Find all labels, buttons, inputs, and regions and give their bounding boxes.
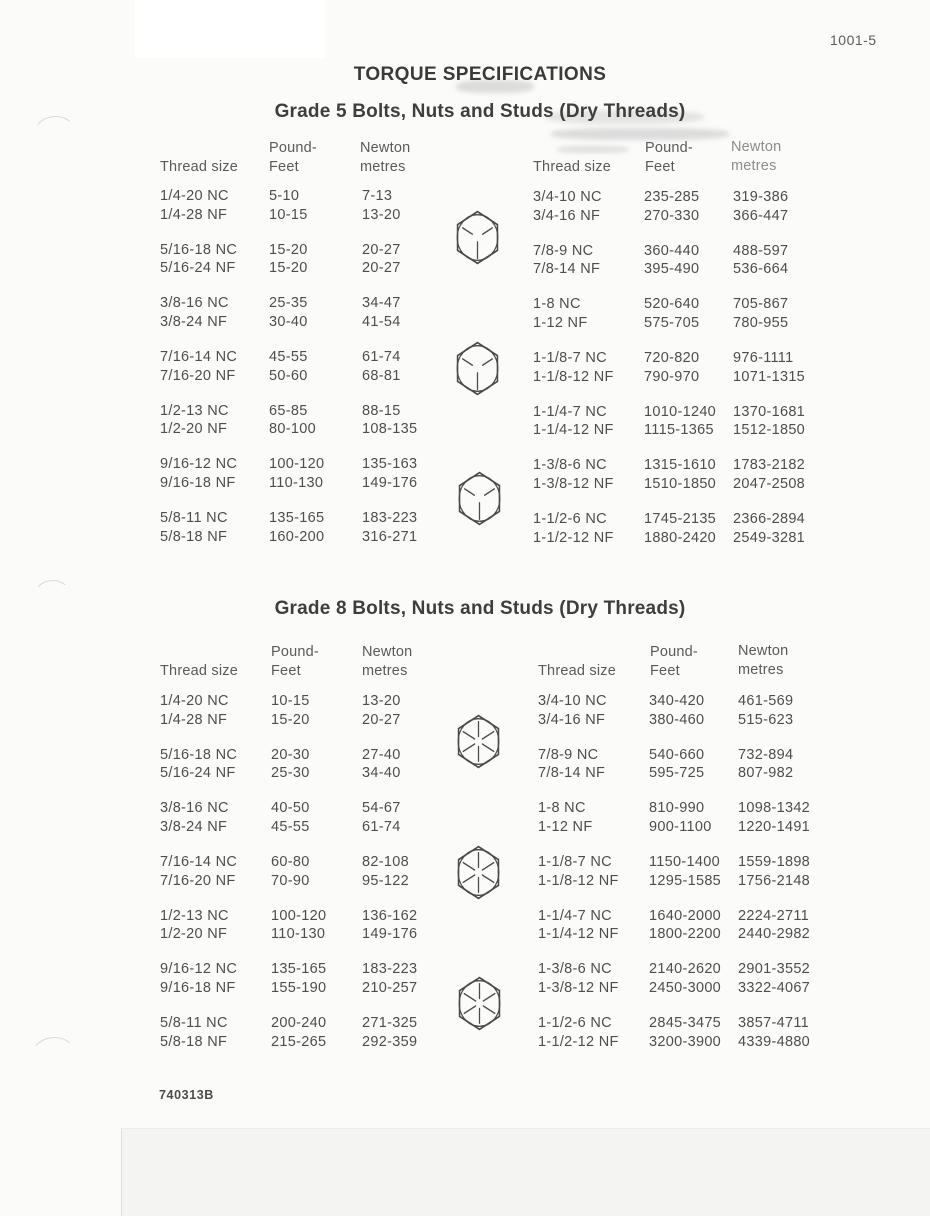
newton-metres-cell: 732-894 (738, 746, 794, 763)
thread-size-cell: 1-1/2-6 NC (538, 1015, 612, 1032)
newton-header-line2: metres (731, 157, 777, 174)
thread-size-cell: 1-1/2-12 NF (533, 529, 614, 546)
pound-header-line2: Feet (650, 662, 680, 679)
pound-feet-cell: 2140-2620 (649, 961, 722, 978)
pound-feet-cell: 60-80 (271, 854, 310, 871)
newton-metres-cell: 2047-2508 (733, 476, 806, 493)
newton-metres-cell: 82-108 (362, 854, 409, 871)
thread-size-cell: 9/16-18 NF (160, 980, 236, 997)
pound-feet-cell: 50-60 (269, 367, 308, 384)
grade8-right-thread-header: Thread size (538, 663, 616, 679)
grade8-table-heading: Grade 8 Bolts, Nuts and Studs (Dry Threads) (274, 598, 686, 619)
hex-bolt-head-6-radial-marks-icon (454, 845, 503, 900)
grade5-right-newton-header (731, 138, 781, 175)
pound-feet-cell: 520-640 (644, 296, 700, 313)
pound-feet-cell: 65-85 (269, 402, 308, 419)
thread-size-cell: 1-3/8-6 NC (533, 457, 607, 474)
pound-feet-cell: 900-1100 (649, 818, 712, 835)
pound-feet-cell: 110-130 (269, 475, 324, 492)
newton-metres-cell: 3322-4067 (738, 980, 811, 997)
newton-metres-cell: 2224-2711 (738, 907, 809, 924)
page-number: 1001-5 (830, 32, 877, 48)
pound-feet-cell: 810-990 (649, 800, 705, 817)
thread-size-cell: 3/8-16 NC (160, 800, 229, 817)
thread-size-cell: 7/16-14 NC (160, 854, 238, 871)
thread-size-cell: 7/8-14 NF (538, 765, 606, 782)
hex-bolt-head-3-radial-marks-icon (453, 210, 502, 265)
grade5-left-newton-header (360, 139, 410, 176)
thread-size-cell: 3/8-16 NC (160, 295, 229, 312)
pound-feet-cell: 235-285 (644, 189, 700, 205)
thread-size-cell: 1-3/8-6 NC (538, 961, 612, 978)
grade8-right-pound-header (650, 643, 698, 680)
pound-feet-cell: 100-120 (269, 456, 325, 473)
thread-size-cell: 1-12 NF (538, 818, 593, 835)
thread-size-cell: 5/16-24 NF (160, 260, 236, 277)
newton-header-line2: metres (738, 661, 784, 678)
newton-metres-cell: 7-13 (362, 188, 393, 204)
newton-header-line2: metres (360, 158, 406, 175)
page-title: TORQUE SPECIFICATIONS (353, 64, 607, 85)
pound-feet-cell: 540-660 (649, 746, 705, 763)
pound-header-line2: Feet (271, 662, 301, 679)
pound-header-line1: Pound- (645, 140, 693, 156)
newton-metres-cell: 61-74 (362, 349, 401, 366)
pound-feet-cell: 1800-2200 (649, 926, 722, 943)
scan-artifact-smudge (551, 128, 729, 140)
newton-metres-cell: 13-20 (362, 693, 401, 709)
thread-size-cell: 5/8-18 NF (160, 528, 228, 545)
pound-header-line2: Feet (645, 158, 675, 175)
newton-header-line1: Newton (738, 643, 789, 659)
pound-feet-cell: 25-35 (269, 295, 308, 312)
newton-header-line1: Newton (731, 139, 782, 155)
grade5-left-pound-header (269, 139, 317, 176)
pound-feet-cell: 200-240 (271, 1015, 327, 1032)
newton-metres-cell: 41-54 (362, 313, 401, 330)
thread-size-cell: 3/8-24 NF (160, 313, 228, 330)
thread-size-cell: 3/4-10 NC (533, 189, 602, 205)
thread-size-cell: 1-1/2-12 NF (538, 1033, 619, 1050)
pound-header-line1: Pound- (269, 140, 317, 156)
thread-size-cell: 1-3/8-12 NF (533, 476, 614, 493)
pound-feet-cell: 1880-2420 (644, 529, 717, 546)
thread-size-cell: 1-12 NF (533, 314, 588, 331)
newton-metres-cell: 316-271 (362, 528, 418, 545)
thread-size-cell: 1/4-20 NC (160, 693, 229, 709)
newton-metres-cell: 1370-1681 (733, 403, 806, 420)
newton-metres-cell: 136-162 (362, 907, 418, 924)
thread-size-cell: 5/16-18 NC (160, 746, 238, 763)
pound-header-line1: Pound- (650, 644, 698, 660)
grade8-left-pound-header (271, 643, 319, 680)
thread-size-cell: 5/8-18 NF (160, 1033, 228, 1050)
scan-artifact-bottom-tint (121, 1128, 930, 1216)
thread-size-cell: 1/4-28 NF (160, 711, 228, 728)
newton-metres-cell: 61-74 (362, 818, 401, 835)
thread-size-cell: 1-3/8-12 NF (538, 980, 619, 997)
pound-feet-cell: 135-165 (269, 510, 325, 527)
scan-artifact-white-box (135, 0, 325, 58)
newton-metres-cell: 807-982 (738, 765, 794, 782)
thread-size-cell: 9/16-18 NF (160, 475, 236, 492)
newton-metres-cell: 1512-1850 (733, 422, 806, 439)
grade8-left-newton-header (362, 643, 412, 680)
newton-metres-cell: 54-67 (362, 800, 401, 817)
grade5-table-heading: Grade 5 Bolts, Nuts and Studs (Dry Threads) (274, 101, 686, 122)
thread-size-cell: 9/16-12 NC (160, 456, 238, 473)
grade8-right-newton-header (738, 642, 788, 679)
newton-metres-cell: 34-40 (362, 765, 401, 782)
thread-size-cell: 7/16-14 NC (160, 349, 238, 366)
pound-feet-cell: 215-265 (271, 1033, 327, 1050)
thread-size-cell: 3/8-24 NF (160, 818, 228, 835)
newton-metres-cell: 20-27 (362, 711, 401, 728)
newton-metres-cell: 135-163 (362, 456, 418, 473)
thread-size-cell: 3/4-16 NF (538, 711, 606, 728)
thread-size-cell: 1-1/8-7 NC (538, 854, 612, 871)
footer-form-code: 740313B (159, 1088, 214, 1102)
pound-feet-cell: 1510-1850 (644, 476, 717, 493)
newton-header-line1: Newton (362, 644, 413, 660)
thread-size-cell: 7/8-14 NF (533, 261, 601, 278)
newton-metres-cell: 88-15 (362, 402, 401, 419)
grade8-left-thread-header: Thread size (160, 663, 238, 679)
pound-feet-cell: 575-705 (644, 314, 700, 331)
pound-feet-cell: 110-130 (271, 926, 326, 943)
thread-size-cell: 1-1/8-12 NF (538, 872, 619, 889)
newton-metres-cell: 536-664 (733, 261, 789, 278)
pound-feet-cell: 360-440 (644, 242, 700, 259)
pound-feet-cell: 45-55 (271, 818, 310, 835)
pound-feet-cell: 15-20 (269, 241, 308, 258)
scan-artifact-arc (28, 1035, 80, 1083)
newton-metres-cell: 183-223 (362, 510, 418, 527)
thread-size-cell: 3/4-16 NF (533, 207, 601, 224)
pound-feet-cell: 155-190 (271, 980, 327, 997)
thread-size-cell: 1/2-20 NF (160, 421, 228, 438)
thread-size-cell: 1-1/4-12 NF (538, 926, 619, 943)
newton-metres-cell: 705-867 (733, 296, 789, 313)
newton-metres-cell: 149-176 (362, 475, 418, 492)
thread-size-cell: 3/4-10 NC (538, 693, 607, 709)
newton-metres-cell: 366-447 (733, 207, 789, 224)
newton-metres-cell: 271-325 (362, 1015, 418, 1032)
newton-metres-cell: 108-135 (362, 421, 418, 438)
newton-header-line1: Newton (360, 140, 411, 156)
pound-feet-cell: 1150-1400 (649, 854, 720, 871)
newton-metres-cell: 780-955 (733, 314, 789, 331)
newton-metres-cell: 976-1111 (733, 350, 794, 367)
thread-size-cell: 1-8 NC (538, 800, 586, 817)
pound-feet-cell: 80-100 (269, 421, 316, 438)
pound-feet-cell: 1115-1365 (644, 422, 714, 439)
newton-metres-cell: 149-176 (362, 926, 418, 943)
thread-size-cell: 9/16-12 NC (160, 961, 238, 978)
thread-size-cell: 7/16-20 NF (160, 367, 236, 384)
pound-feet-cell: 10-15 (269, 206, 308, 223)
thread-size-cell: 7/8-9 NC (538, 746, 599, 763)
thread-size-cell: 1/2-13 NC (160, 402, 229, 419)
thread-size-cell: 1/2-13 NC (160, 907, 229, 924)
pound-feet-cell: 340-420 (649, 693, 705, 709)
newton-metres-cell: 1098-1342 (738, 800, 811, 817)
pound-feet-cell: 5-10 (269, 188, 300, 204)
newton-metres-cell: 210-257 (362, 980, 418, 997)
newton-metres-cell: 292-359 (362, 1033, 418, 1050)
pound-feet-cell: 100-120 (271, 907, 327, 924)
newton-metres-cell: 1756-2148 (738, 872, 811, 889)
newton-metres-cell: 461-569 (738, 693, 794, 709)
grade5-right-thread-header: Thread size (533, 159, 611, 175)
thread-size-cell: 1/2-20 NF (160, 926, 228, 943)
thread-size-cell: 5/8-11 NC (160, 1015, 228, 1032)
pound-feet-cell: 160-200 (269, 528, 325, 545)
thread-size-cell: 1/4-20 NC (160, 188, 229, 204)
pound-feet-cell: 30-40 (269, 313, 308, 330)
newton-metres-cell: 2901-3552 (738, 961, 811, 978)
newton-metres-cell: 2366-2894 (733, 511, 806, 528)
newton-metres-cell: 319-386 (733, 189, 789, 205)
pound-feet-cell: 270-330 (644, 207, 700, 224)
newton-metres-cell: 4339-4880 (738, 1033, 811, 1050)
hex-bolt-head-6-radial-marks-icon (455, 976, 504, 1031)
pound-header-line1: Pound- (271, 644, 319, 660)
thread-size-cell: 1-8 NC (533, 296, 581, 313)
thread-size-cell: 1-1/4-7 NC (533, 403, 607, 420)
newton-metres-cell: 34-47 (362, 295, 401, 312)
newton-metres-cell: 68-81 (362, 367, 401, 384)
pound-feet-cell: 595-725 (649, 765, 705, 782)
pound-feet-cell: 15-20 (271, 711, 310, 728)
pound-feet-cell: 70-90 (271, 872, 310, 889)
newton-metres-cell: 27-40 (362, 746, 401, 763)
newton-metres-cell: 1071-1315 (733, 368, 806, 385)
hex-bolt-head-6-radial-marks-icon (454, 714, 503, 769)
thread-size-cell: 1-1/8-7 NC (533, 350, 607, 367)
pound-feet-cell: 2845-3475 (649, 1015, 722, 1032)
thread-size-cell: 1-1/4-7 NC (538, 907, 612, 924)
newton-metres-cell: 1559-1898 (738, 854, 811, 871)
pound-feet-cell: 395-490 (644, 261, 700, 278)
pound-feet-cell: 1745-2135 (644, 511, 717, 528)
newton-metres-cell: 515-623 (738, 711, 794, 728)
pound-feet-cell: 45-55 (269, 349, 308, 366)
thread-size-cell: 5/16-24 NF (160, 765, 236, 782)
pound-feet-cell: 720-820 (644, 350, 700, 367)
pound-feet-cell: 790-970 (644, 368, 700, 385)
pound-header-line2: Feet (269, 158, 299, 175)
thread-size-cell: 7/8-9 NC (533, 242, 594, 259)
newton-metres-cell: 2549-3281 (733, 529, 806, 546)
pound-feet-cell: 40-50 (271, 800, 310, 817)
thread-size-cell: 1-1/2-6 NC (533, 511, 607, 528)
pound-feet-cell: 25-30 (271, 765, 310, 782)
newton-metres-cell: 1783-2182 (733, 457, 806, 474)
thread-size-cell: 7/16-20 NF (160, 872, 236, 889)
newton-metres-cell: 2440-2982 (738, 926, 811, 943)
pound-feet-cell: 1640-2000 (649, 907, 722, 924)
grade5-right-pound-header (645, 139, 693, 176)
pound-feet-cell: 380-460 (649, 711, 705, 728)
pound-feet-cell: 1010-1240 (644, 403, 717, 420)
newton-metres-cell: 95-122 (362, 872, 409, 889)
pound-feet-cell: 3200-3900 (649, 1033, 722, 1050)
newton-metres-cell: 20-27 (362, 260, 401, 277)
scan-artifact-smudge (557, 146, 629, 153)
newton-metres-cell: 488-597 (733, 242, 789, 259)
newton-metres-cell: 1220-1491 (738, 818, 811, 835)
thread-size-cell: 1/4-28 NF (160, 206, 228, 223)
pound-feet-cell: 135-165 (271, 961, 327, 978)
newton-metres-cell: 183-223 (362, 961, 418, 978)
pound-feet-cell: 10-15 (271, 693, 310, 709)
pound-feet-cell: 2450-3000 (649, 980, 722, 997)
pound-feet-cell: 20-30 (271, 746, 310, 763)
newton-header-line2: metres (362, 662, 408, 679)
pound-feet-cell: 1315-1610 (644, 457, 717, 474)
hex-bolt-head-3-radial-marks-icon (455, 471, 504, 526)
thread-size-cell: 5/16-18 NC (160, 241, 238, 258)
thread-size-cell: 1-1/8-12 NF (533, 368, 614, 385)
thread-size-cell: 5/8-11 NC (160, 510, 228, 527)
pound-feet-cell: 15-20 (269, 260, 308, 277)
thread-size-cell: 1-1/4-12 NF (533, 422, 614, 439)
newton-metres-cell: 20-27 (362, 241, 401, 258)
grade5-left-thread-header: Thread size (160, 159, 238, 175)
hex-bolt-head-3-radial-marks-icon (453, 341, 502, 396)
pound-feet-cell: 1295-1585 (649, 872, 722, 889)
newton-metres-cell: 13-20 (362, 206, 401, 223)
newton-metres-cell: 3857-4711 (738, 1015, 809, 1032)
